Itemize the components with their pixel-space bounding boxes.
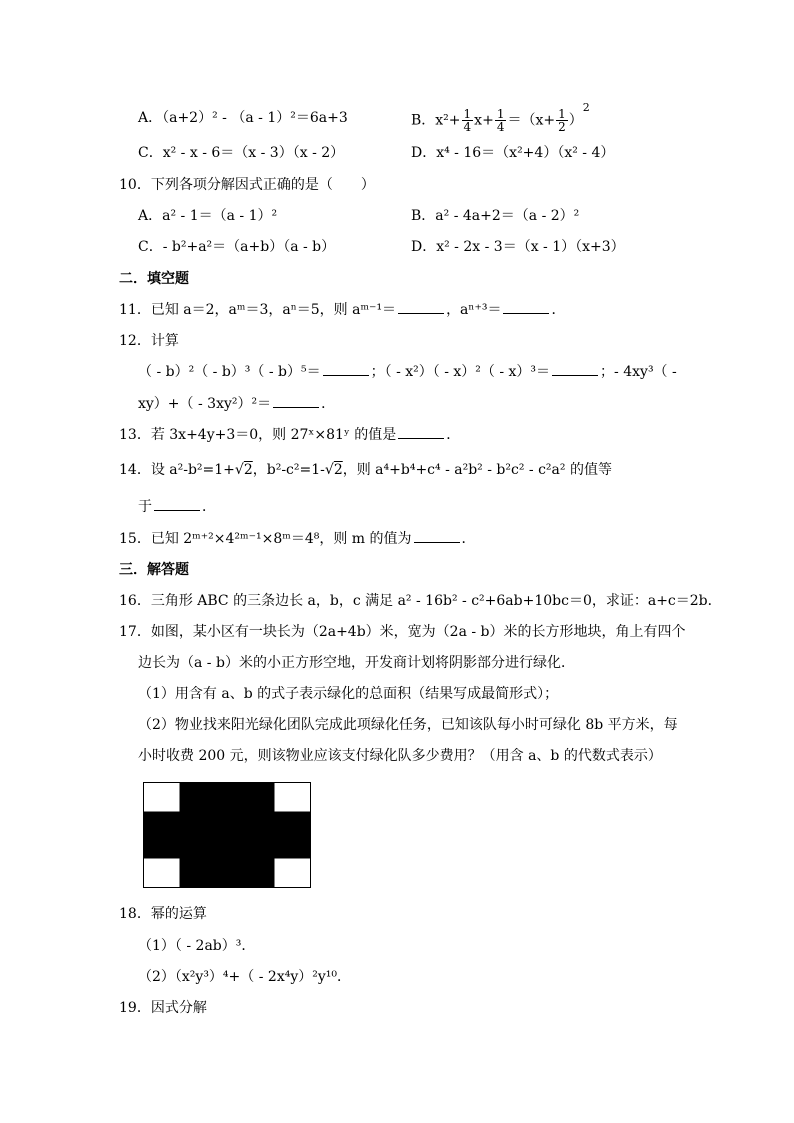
sqrt-symbol: √2 — [234, 462, 253, 478]
corner-square-bottom-right — [274, 858, 310, 887]
sqrt-value: 2 — [333, 462, 343, 478]
frac-den: 2 — [558, 120, 566, 134]
q13-post: ． — [446, 427, 461, 443]
corner-square-top-right — [274, 783, 310, 812]
q17-line2: 边长为（a - b）米的小正方形空地，开发商计划将阴影部分进行绿化． — [138, 655, 575, 671]
answer-blank — [398, 425, 444, 439]
q14-line2 — [138, 497, 216, 517]
q14-l1b: ，b²-c²=1- — [252, 462, 325, 478]
q10-option-b: B．a² - 4a+2＝（a - 2）² — [411, 208, 580, 224]
q16: 16．三角形 ABC 的三条边长 a，b，c 满足 a² - 16b² - c²+6ab+10bc＝0，求证：a+c＝2b． — [119, 593, 722, 609]
q9-option-d: D．x⁴ - 16＝（x²+4）（x² - 4） — [411, 145, 615, 161]
q12-stem: 12．计算 — [119, 333, 179, 349]
q10-option-d: D．x² - 2x - 3＝（x - 1）（x+3） — [411, 239, 625, 255]
q14-line1 — [119, 460, 612, 480]
sqrt-value: 2 — [243, 462, 253, 478]
q11-post: ． — [551, 302, 566, 318]
q9-b-mid: x+ — [474, 112, 494, 129]
corner-square-top-left — [144, 783, 180, 812]
q9-b-close: ） — [568, 112, 583, 129]
q9-b-eq: ＝（x+ — [507, 112, 556, 129]
answer-blank — [323, 362, 369, 376]
q17-part1: （1）用含有 a、b 的式子表示绿化的总面积（结果写成最简形式）； — [138, 686, 559, 702]
answer-blank — [552, 362, 598, 376]
q10-option-a: A．a² - 1＝（a - 1）² — [138, 208, 278, 224]
q18-part1: （1）（ - 2ab）³． — [138, 938, 256, 954]
section-fill-in: 二．填空题 — [119, 271, 189, 287]
q12-line1 — [138, 362, 677, 382]
frac-num: 1 — [558, 107, 566, 121]
q14-l1c: ，则 a⁴+b⁴+c⁴ - a²b² - b²c² - c²a² 的值等 — [342, 462, 612, 478]
section-answer: 三．解答题 — [119, 562, 189, 578]
corner-square-bottom-left — [144, 858, 180, 887]
q10-stem: 10．下列各项分解因式正确的是（ ） — [119, 177, 375, 193]
frac-num: 1 — [463, 107, 472, 121]
q15-pre: 15．已知 2ᵐ⁺²×4²ᵐ⁻¹×8ᵐ＝4⁸，则 m 的值为 — [119, 531, 412, 547]
q12-l1c: ；- 4xy³（ - — [600, 364, 677, 380]
q10-option-c: C．- b²+a²＝（a+b）（a - b） — [138, 239, 336, 255]
q19-stem: 19．因式分解 — [119, 1000, 207, 1016]
answer-blank — [398, 300, 444, 314]
q9-option-c: C．x² - x - 6＝（x - 3）（x - 2） — [138, 145, 345, 161]
q9-b-frac1 — [462, 108, 474, 133]
q9-b-exp: 2 — [582, 100, 590, 114]
q9-option-b — [411, 100, 590, 134]
answer-blank — [273, 394, 319, 408]
q13 — [119, 425, 460, 445]
q11-mid: ，aⁿ⁺³＝ — [446, 302, 502, 318]
q17-figure — [143, 782, 311, 888]
q15 — [119, 529, 476, 549]
frac-num: 1 — [496, 107, 505, 121]
sqrt-symbol: √2 — [324, 462, 343, 478]
q9-b-prefix: B．x²+ — [411, 112, 461, 129]
answer-blank — [503, 300, 549, 314]
q14-l2b: ． — [202, 499, 216, 515]
q14-l2a: 于 — [138, 499, 152, 515]
frac-den: 4 — [496, 120, 505, 134]
q12-l1b: ；（ - x²）（ - x）²（ - x）³＝ — [370, 364, 551, 380]
q12-l1a: （ - b）²（ - b）³（ - b）⁵＝ — [138, 364, 321, 380]
q18-stem: 18．幂的运算 — [119, 906, 207, 922]
q18-part2: （2）（x²y³）⁴+（ - 2x⁴y）²y¹⁰． — [138, 969, 351, 985]
q9-b-frac3 — [556, 108, 568, 133]
frac-den: 4 — [463, 120, 472, 134]
q11 — [119, 300, 565, 320]
q11-pre: 11．已知 a＝2，aᵐ＝3，aⁿ＝5，则 aᵐ⁻¹＝ — [119, 302, 397, 318]
q17-line1: 17．如图，某小区有一块长为（2a+4b）米，宽为（2a - b）米的长方形地块，角上有四个 — [119, 624, 686, 640]
answer-blank — [414, 529, 460, 543]
q12-l2a: xy）+（ - 3xy²）²＝ — [138, 396, 272, 412]
q13-pre: 13．若 3x+4y+3＝0，则 27ˣ×81ʸ 的值是 — [119, 427, 397, 443]
answer-blank — [154, 497, 200, 511]
q14-l1a: 14．设 a²-b²=1+ — [119, 462, 235, 478]
q17-part2b: 小时收费 200 元，则该物业应该支付绿化队多少费用？（用含 a、b 的代数式表示） — [138, 748, 662, 764]
q9-option-a: A．（a+2）² - （a - 1）²＝6a+3 — [138, 110, 348, 126]
q9-b-frac2 — [495, 108, 507, 133]
q12-line2 — [138, 394, 335, 414]
q15-post: ． — [461, 531, 476, 547]
q12-l2b: ． — [321, 396, 336, 412]
q17-part2a: （2）物业找来阳光绿化团队完成此项绿化任务，已知该队每小时可绿化 8b 平方米，每 — [138, 717, 678, 733]
